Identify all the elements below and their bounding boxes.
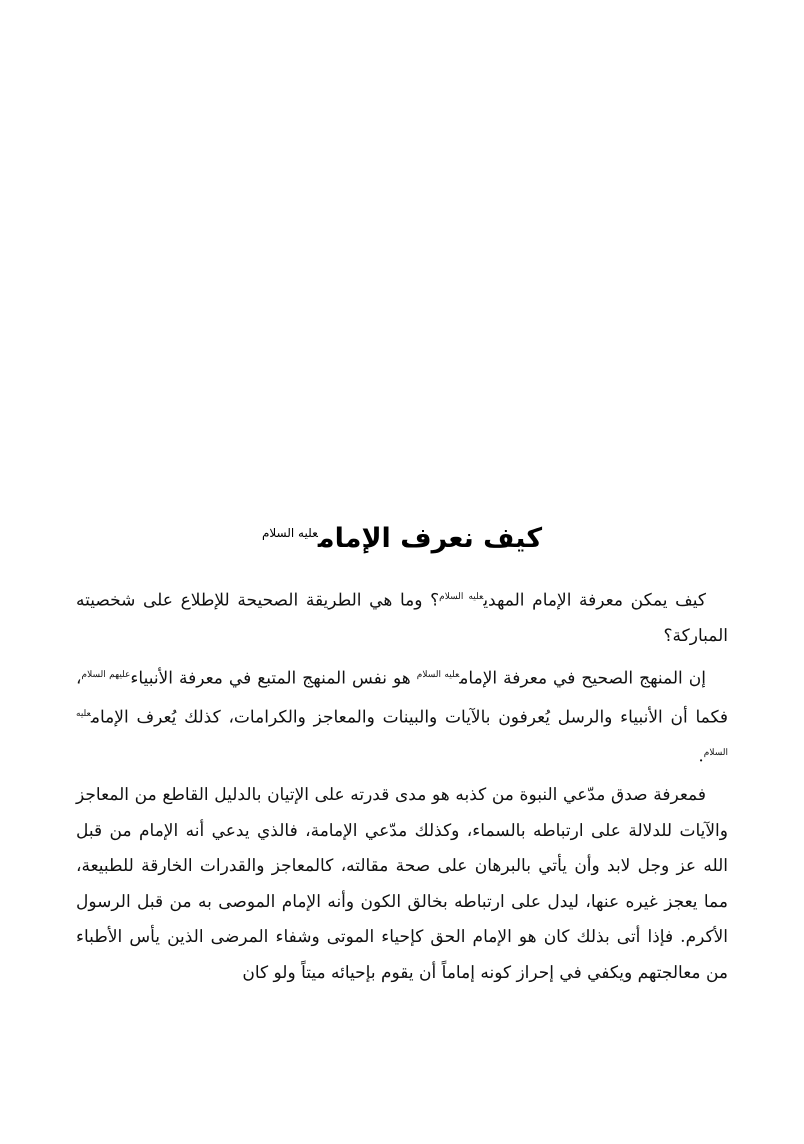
honorific-mark: عليه السلام	[416, 669, 460, 680]
honorific-mark: عليهم السلام	[81, 669, 131, 680]
chapter-title-honorific: عليه السلام	[261, 526, 318, 541]
paragraph-1	[76, 580, 728, 655]
paragraph-text: .	[698, 746, 704, 767]
honorific-mark: عليه السلام	[76, 708, 728, 758]
paragraph-text: ، فكما أن الأنبياء والرسل يُعرفون بالآيات والبينات والمعاجز والكرامات، كذلك يُعرف الإمام	[76, 668, 728, 728]
paragraph-text: كيف يمكن معرفة الإمام المهدي	[483, 590, 706, 611]
chapter-title	[0, 513, 804, 559]
honorific-mark: عليه السلام	[439, 592, 484, 602]
paragraph-text: فمعرفة صدق مدّعي النبوة من كذبه هو مدى قدرته على الإتيان بالدليل القاطع من المعاجز والآيات للدلالة على ارتباطه بالسماء، وكذلك مدّعي الإمامة، فالذي يدعي أنه الإمام من قبل الله عز وجل لابد وأن يأتي بالبرهان على صحة مقالته، كالمعاجز والقدرات الخارقة للطبيعة، مما يعجز غيره عنها، ليدل على ارتباطه بخالق الكون وأنه الإمام الموصى به من قبل الرسول الأكرم. فإذا أتى بذلك كان هو الإمام الحق كإحياء الموتى وشفاء المرضى الذين يأس الأطباء من معالجتهم ويكفي في إحراز كونه إماماً أن يقوم بإحيائه ميتاً ولو كان	[76, 785, 728, 983]
paragraph-text: هو نفس المنهج المتبع في معرفة الأنبياء	[130, 668, 417, 689]
paragraph-text: ؟ وما هي الطريقة الصحيحة للإطلاع على شخصيته المباركة؟	[76, 590, 728, 647]
paragraph-text: إن المنهج الصحيح في معرفة الإمام	[459, 668, 706, 689]
paragraph-2	[76, 658, 728, 775]
body-text	[76, 580, 728, 994]
chapter-title-text: كيف نعرف الإمام	[317, 523, 543, 555]
paragraph-3	[76, 778, 728, 991]
